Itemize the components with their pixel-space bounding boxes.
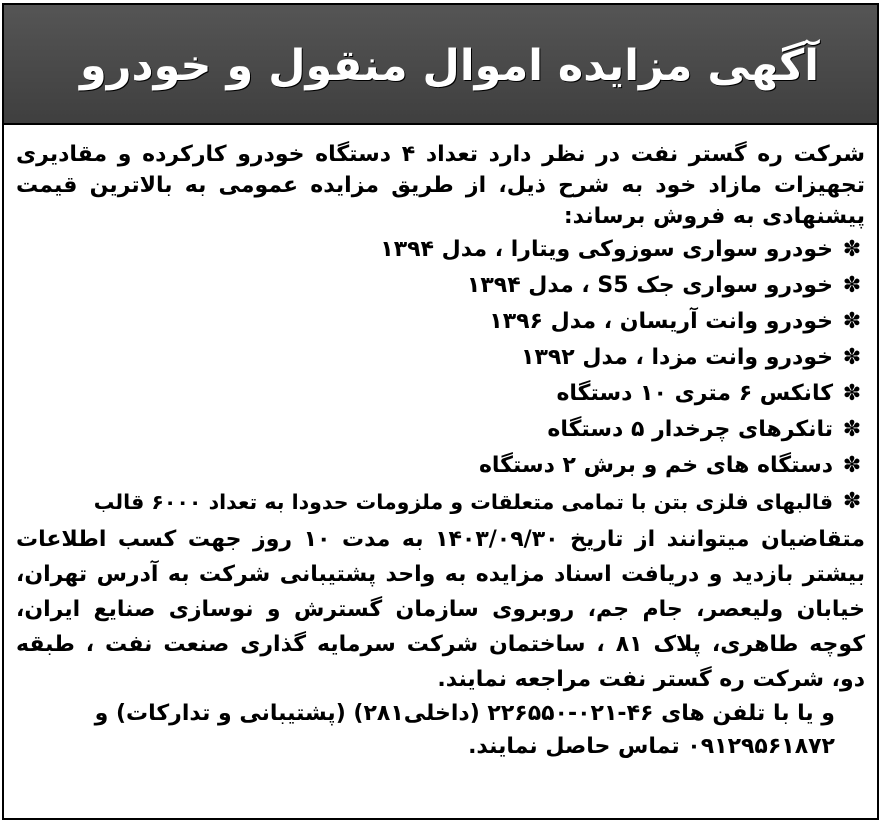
asterisk-bullet-icon: ✽	[842, 345, 862, 370]
item-text: خودرو وانت مزدا ، مدل ۱۳۹۲	[521, 345, 833, 370]
item-text: دستگاه های خم و برش ۲ دستگاه	[478, 453, 833, 478]
item-text: قالبهای فلزی بتن با تمامی متعلقات و ملزومات حدودا به تعداد ۶۰۰۰ قالب	[93, 490, 833, 514]
item-text: خودرو سواری سوزوکی ویتارا ، مدل ۱۳۹۴	[380, 237, 833, 262]
list-item	[16, 232, 865, 268]
contact-paragraph: و یا با تلفن های ۴۶-۰۲۱-۲۲۶۵۵۰ (داخلی۲۸۱) (پشتیبانی و تدارکات) و ۰۹۱۲۹۵۶۱۸۷۲ تماس حاصل نمایند.	[94, 701, 835, 759]
ad-body	[4, 125, 877, 818]
item-text: کانکس ۶ متری ۱۰ دستگاه	[556, 381, 833, 406]
asterisk-bullet-icon: ✽	[842, 381, 862, 406]
list-item	[16, 340, 865, 376]
list-item	[16, 268, 865, 304]
instructions-paragraph: متقاضیان میتوانند از تاریخ ۱۴۰۳/۰۹/۳۰ به مدت ۱۰ روز جهت کسب اطلاعات بیشتر بازدید و دریافت اسناد مزایده به واحد پشتیبانی شرکت به آدرس تهران، خیابان ولیعصر، جام جم، روبروی سازمان گسترش و نوسازی صنایع ایران، کوچه طاهری، پلاک ۸۱ ، ساختمان شرکت سرمایه گذاری صنعت نفت ، طبقه دو، شرکت ره گستر نفت مراجعه نمایند.	[16, 527, 866, 692]
item-list	[16, 232, 865, 520]
list-item	[16, 376, 865, 412]
auction-ad	[2, 3, 879, 820]
ad-title: آگهی مزایده اموال منقول و خودرو	[80, 41, 819, 91]
asterisk-bullet-icon: ✽	[842, 489, 862, 514]
item-text: خودرو سواری جک S5 ، مدل ۱۳۹۴	[466, 273, 833, 298]
asterisk-bullet-icon: ✽	[842, 453, 862, 478]
asterisk-bullet-icon: ✽	[842, 237, 862, 262]
item-text: تانکرهای چرخدار ۵ دستگاه	[547, 417, 833, 442]
list-item	[16, 448, 865, 484]
list-item	[16, 304, 865, 340]
asterisk-bullet-icon: ✽	[842, 417, 862, 442]
list-item	[16, 412, 865, 448]
intro-paragraph: شرکت ره گستر نفت در نظر دارد تعداد ۴ دستگاه خودرو کارکرده و مقادیری تجهیزات مازاد خود به شرح ذیل، از طریق مزایده عمومی به بالاترین قیمت پیشنهادی به فروش برساند:	[16, 142, 865, 229]
list-item	[16, 484, 865, 520]
asterisk-bullet-icon: ✽	[842, 309, 862, 334]
title-banner	[4, 5, 877, 125]
asterisk-bullet-icon: ✽	[842, 273, 862, 298]
item-text: خودرو وانت آریسان ، مدل ۱۳۹۶	[489, 309, 833, 334]
